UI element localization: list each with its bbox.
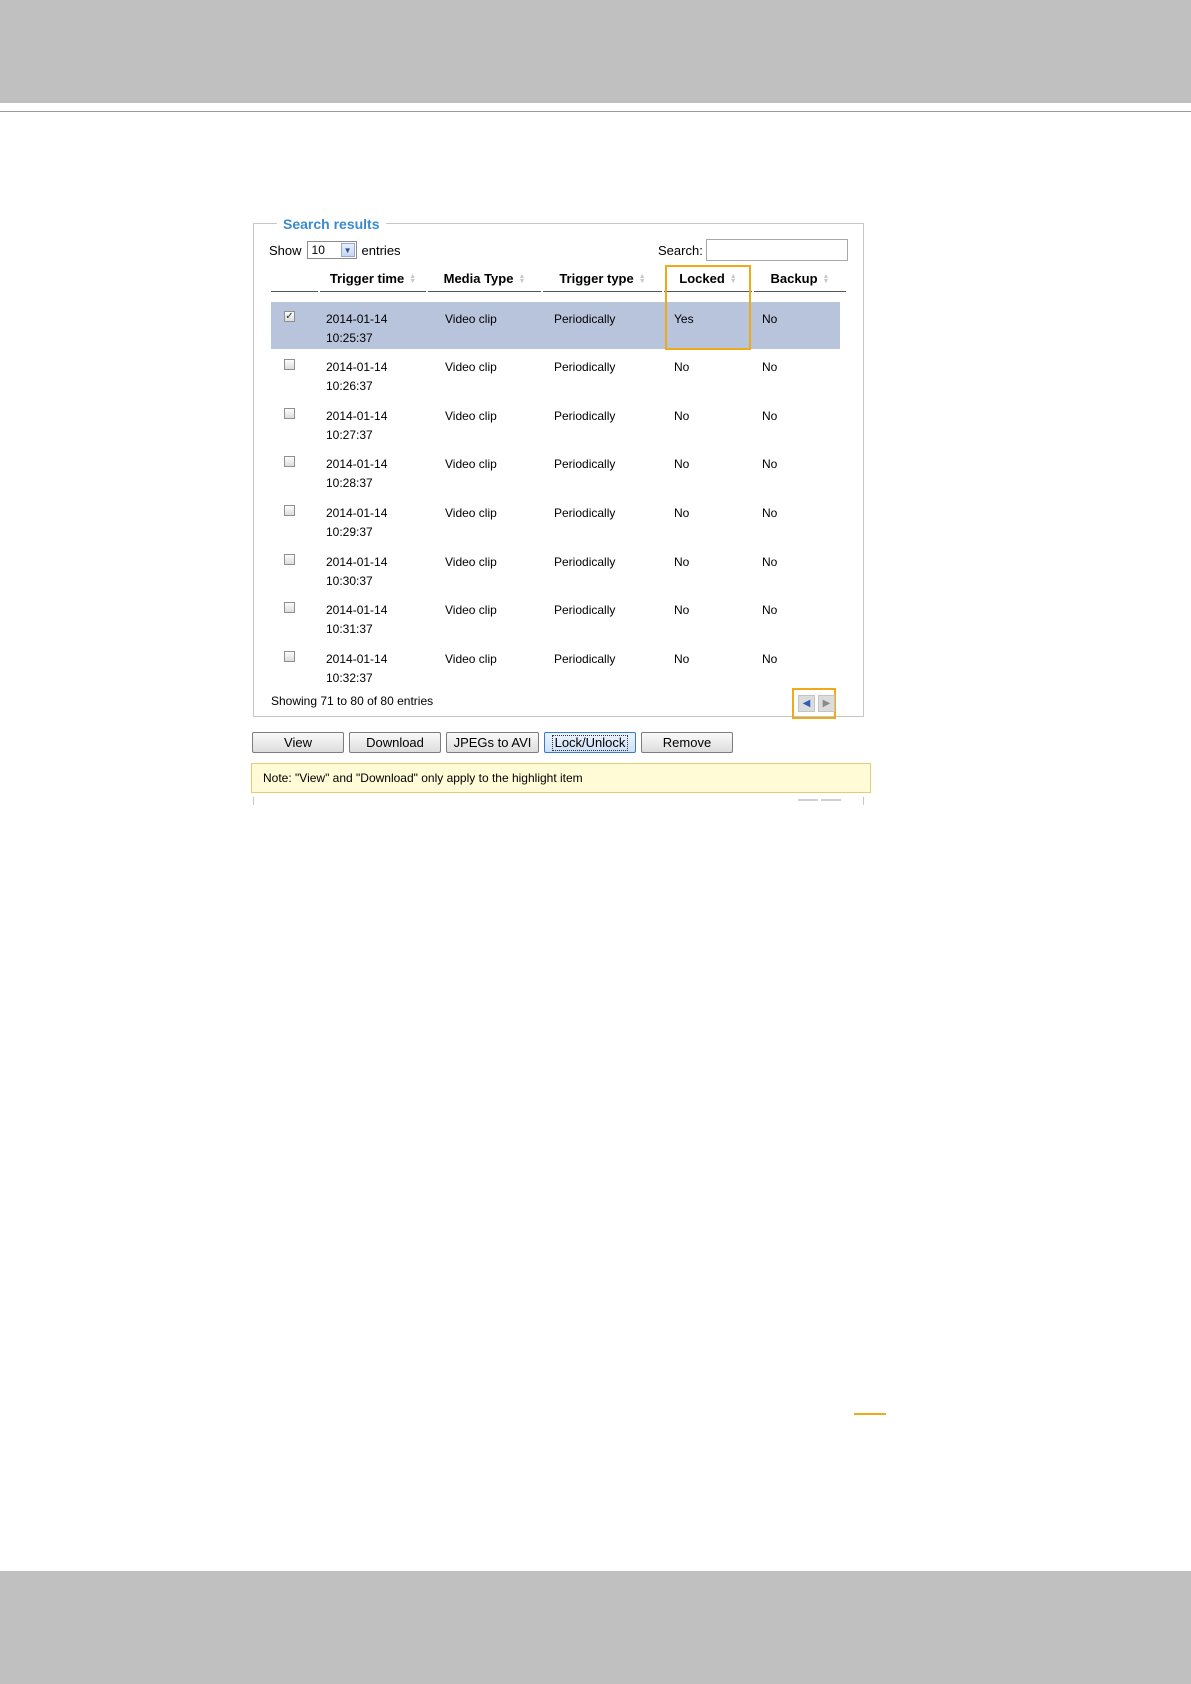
lock-unlock-label: Lock/Unlock xyxy=(552,735,629,751)
media-type-cell: Video clip xyxy=(445,603,497,617)
trigger-type-cell: Periodically xyxy=(554,652,616,666)
trigger-type-cell: Periodically xyxy=(554,555,616,569)
row-checkbox[interactable]: ✓ xyxy=(285,311,294,322)
trigger-type-cell: Periodically xyxy=(554,409,616,423)
locked-cell: No xyxy=(674,652,690,666)
pagination-highlight xyxy=(792,688,836,719)
column-header-trigger-time[interactable] xyxy=(320,266,426,292)
table-info: Showing 71 to 80 of 80 entries xyxy=(271,694,434,708)
entries-select-value: 10 xyxy=(311,243,325,257)
table-row[interactable] xyxy=(271,350,840,397)
time: 10:26:37 xyxy=(326,379,373,393)
chevron-down-icon[interactable]: ▼ xyxy=(341,243,355,257)
column-header-trigger-type[interactable] xyxy=(543,266,662,292)
locked-cell: No xyxy=(674,409,690,423)
search-label: Search: xyxy=(658,242,703,258)
panel-edge xyxy=(798,799,818,801)
row-checkbox[interactable] xyxy=(284,456,295,467)
time: 10:29:37 xyxy=(326,525,373,539)
show-label: Show xyxy=(269,242,302,258)
lock-unlock-button[interactable] xyxy=(544,732,636,753)
backup-cell: No xyxy=(762,360,778,374)
download-button[interactable]: Download xyxy=(349,732,441,753)
table-row[interactable] xyxy=(271,399,840,446)
sort-icon: ▲ ▼ xyxy=(729,272,737,285)
time: 10:30:37 xyxy=(326,574,373,588)
trigger-time-cell xyxy=(326,650,387,688)
sort-icon: ▲ ▼ xyxy=(638,272,646,285)
column-header-select xyxy=(271,266,318,292)
backup-cell: No xyxy=(762,652,778,666)
backup-cell: No xyxy=(762,506,778,520)
trigger-time-cell xyxy=(326,310,387,348)
column-header-label: Media Type xyxy=(443,271,514,286)
remove-button[interactable]: Remove xyxy=(641,732,733,753)
date: 2014-01-14 xyxy=(326,457,388,471)
view-button[interactable]: View xyxy=(252,732,344,753)
media-type-cell: Video clip xyxy=(445,555,497,569)
column-header-media-type[interactable] xyxy=(428,266,541,292)
panel-edge xyxy=(863,797,864,805)
search-box xyxy=(658,238,848,262)
trigger-time-cell xyxy=(326,553,387,591)
time: 10:31:37 xyxy=(326,622,373,636)
media-type-cell: Video clip xyxy=(445,409,497,423)
entries-select[interactable] xyxy=(307,241,357,259)
column-header-label: Trigger time xyxy=(329,271,405,286)
trigger-type-cell: Periodically xyxy=(554,603,616,617)
row-checkbox[interactable] xyxy=(284,554,295,565)
table-row[interactable] xyxy=(271,302,840,349)
jpegs-to-avi-button[interactable]: JPEGs to AVI xyxy=(446,732,539,753)
time: 10:32:37 xyxy=(326,671,373,685)
column-header-label: Locked xyxy=(679,271,725,286)
time: 10:25:37 xyxy=(326,331,373,345)
action-buttons xyxy=(252,732,738,753)
table-row[interactable] xyxy=(271,496,840,543)
trigger-time-cell xyxy=(326,407,387,445)
header-band xyxy=(0,0,1191,103)
date: 2014-01-14 xyxy=(326,603,388,617)
locked-cell: No xyxy=(674,603,690,617)
table-row[interactable] xyxy=(271,593,840,640)
date: 2014-01-14 xyxy=(326,360,388,374)
sort-icon: ▲ ▼ xyxy=(822,272,830,285)
note-banner: Note: "View" and "Download" only apply to the highlight item xyxy=(251,763,871,793)
table-row[interactable] xyxy=(271,545,840,592)
date: 2014-01-14 xyxy=(326,409,388,423)
media-type-cell: Video clip xyxy=(445,506,497,520)
table-row[interactable] xyxy=(271,447,840,494)
sort-icon: ▲ ▼ xyxy=(518,272,526,285)
row-checkbox[interactable] xyxy=(284,359,295,370)
backup-cell: No xyxy=(762,312,778,326)
media-type-cell: Video clip xyxy=(445,312,497,326)
trigger-time-cell xyxy=(326,358,387,396)
trigger-time-cell xyxy=(326,504,387,542)
panel-edge xyxy=(253,797,254,805)
footer-band xyxy=(0,1571,1191,1684)
locked-cell: Yes xyxy=(674,312,694,326)
header-divider xyxy=(0,111,1191,112)
date: 2014-01-14 xyxy=(326,506,388,520)
backup-cell: No xyxy=(762,409,778,423)
locked-cell: No xyxy=(674,555,690,569)
date: 2014-01-14 xyxy=(326,652,388,666)
trigger-time-cell xyxy=(326,455,387,493)
media-type-cell: Video clip xyxy=(445,360,497,374)
media-type-cell: Video clip xyxy=(445,652,497,666)
trigger-type-cell: Periodically xyxy=(554,457,616,471)
table-row[interactable] xyxy=(271,642,840,689)
column-header-label: Backup xyxy=(770,271,818,286)
media-type-cell: Video clip xyxy=(445,457,497,471)
locked-cell: No xyxy=(674,506,690,520)
column-header-backup[interactable] xyxy=(754,266,846,292)
row-checkbox[interactable] xyxy=(284,651,295,662)
time: 10:27:37 xyxy=(326,428,373,442)
locked-cell: No xyxy=(674,457,690,471)
next-page-icon[interactable]: ▶ xyxy=(818,695,835,712)
sort-icon: ▲ ▼ xyxy=(409,272,417,285)
accent-mark xyxy=(854,1413,886,1415)
search-input[interactable] xyxy=(706,239,848,261)
panel-edge xyxy=(821,799,841,801)
date: 2014-01-14 xyxy=(326,555,388,569)
trigger-time-cell xyxy=(326,601,387,639)
entries-label: entries xyxy=(361,242,401,258)
trigger-type-cell: Periodically xyxy=(554,312,616,326)
panel-legend: Search results xyxy=(277,215,386,233)
time: 10:28:37 xyxy=(326,476,373,490)
trigger-type-cell: Periodically xyxy=(554,360,616,374)
column-header-label: Trigger type xyxy=(559,271,634,286)
length-menu xyxy=(269,239,401,261)
row-checkbox[interactable] xyxy=(284,505,295,516)
locked-column-highlight xyxy=(665,265,751,350)
row-checkbox[interactable] xyxy=(284,602,295,613)
trigger-type-cell: Periodically xyxy=(554,506,616,520)
backup-cell: No xyxy=(762,603,778,617)
date: 2014-01-14 xyxy=(326,312,388,326)
backup-cell: No xyxy=(762,555,778,569)
locked-cell: No xyxy=(674,360,690,374)
previous-page-icon[interactable]: ◀ xyxy=(798,695,815,712)
row-checkbox[interactable] xyxy=(284,408,295,419)
backup-cell: No xyxy=(762,457,778,471)
